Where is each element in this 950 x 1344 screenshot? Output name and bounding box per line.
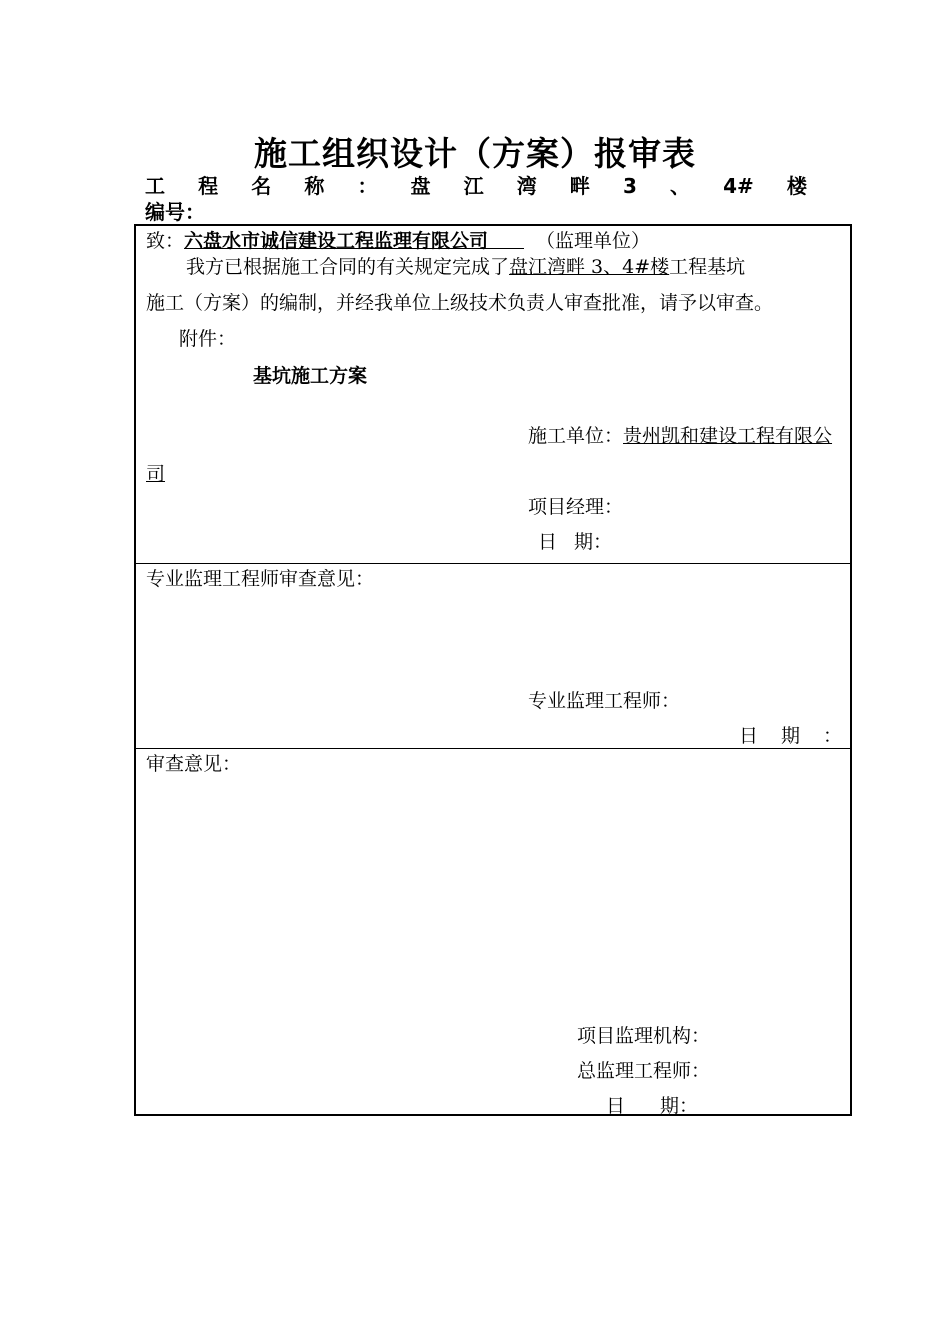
project-name-char: 湾	[516, 174, 537, 198]
project-name-char: 名	[251, 174, 272, 198]
supervision-company: 六盘水市诚信建设工程监理有限公司	[184, 230, 489, 252]
addressee-line	[146, 229, 650, 253]
chief-review-section	[136, 749, 850, 1117]
supervision-org-label: 项目监理机构：	[577, 1025, 711, 1047]
project-name-row	[145, 174, 807, 198]
paragraph-line-1	[186, 255, 745, 279]
date-label-char: 期：	[573, 531, 612, 553]
paragraph-line-2: 施工（方案）的编制，并经我单位上级技术负责人审查批准，请予以审查。	[146, 292, 774, 314]
attachment-label: 附件：	[179, 328, 237, 350]
review-form	[134, 224, 852, 1116]
project-name-char: 工	[145, 174, 165, 198]
project-name-char: ：	[357, 174, 378, 198]
paragraph-suffix: 工程基坑	[669, 256, 746, 278]
page-title: 施工组织设计（方案）报审表	[254, 134, 696, 173]
date-label-char: ：	[822, 725, 842, 747]
project-name-char: 江	[463, 174, 484, 198]
date-label-char: 日	[538, 531, 558, 553]
project-name-char: 3	[622, 174, 637, 198]
contractor-line	[528, 424, 832, 448]
project-name-char: 称	[304, 174, 325, 198]
project-name-char: 楼	[786, 174, 807, 198]
project-name-char: 4#	[723, 174, 754, 198]
supervision-unit-suffix: （监理单位）	[536, 230, 651, 252]
date-label	[606, 1094, 698, 1118]
attachment-item: 基坑施工方案	[253, 365, 368, 387]
date-label	[739, 724, 842, 748]
project-name-char: 畔	[569, 174, 590, 198]
serial-number-label: 编号：	[145, 200, 205, 224]
review-opinion-heading: 审查意见：	[146, 753, 242, 775]
engineer-review-section	[136, 564, 850, 749]
contractor-label: 施工单位：	[528, 425, 624, 447]
project-name-char: 程	[198, 174, 219, 198]
engineer-review-heading: 专业监理工程师审查意见：	[146, 568, 375, 590]
project-name-char: 、	[670, 174, 691, 198]
date-label-char: 期：	[659, 1095, 698, 1117]
date-label-char: 期	[780, 725, 800, 747]
date-label-char: 日	[606, 1095, 626, 1117]
project-name-char: 盘	[410, 174, 431, 198]
project-manager-label: 项目经理：	[528, 496, 624, 518]
engineer-label: 专业监理工程师：	[528, 690, 681, 712]
contractor-name-continued: 司	[146, 463, 166, 485]
underline-blank	[488, 230, 524, 249]
contractor-name: 贵州凯和建设工程有限公	[623, 425, 833, 447]
date-label	[538, 530, 612, 554]
paragraph-prefix: 我方已根据施工合同的有关规定完成了	[186, 256, 510, 278]
submission-section	[136, 226, 850, 564]
chief-engineer-label: 总监理工程师：	[577, 1060, 711, 1082]
date-label-char: 日	[739, 725, 759, 747]
paragraph-project: 盘江湾畔 3、4#楼	[509, 256, 670, 278]
to-label: 致：	[146, 230, 185, 252]
